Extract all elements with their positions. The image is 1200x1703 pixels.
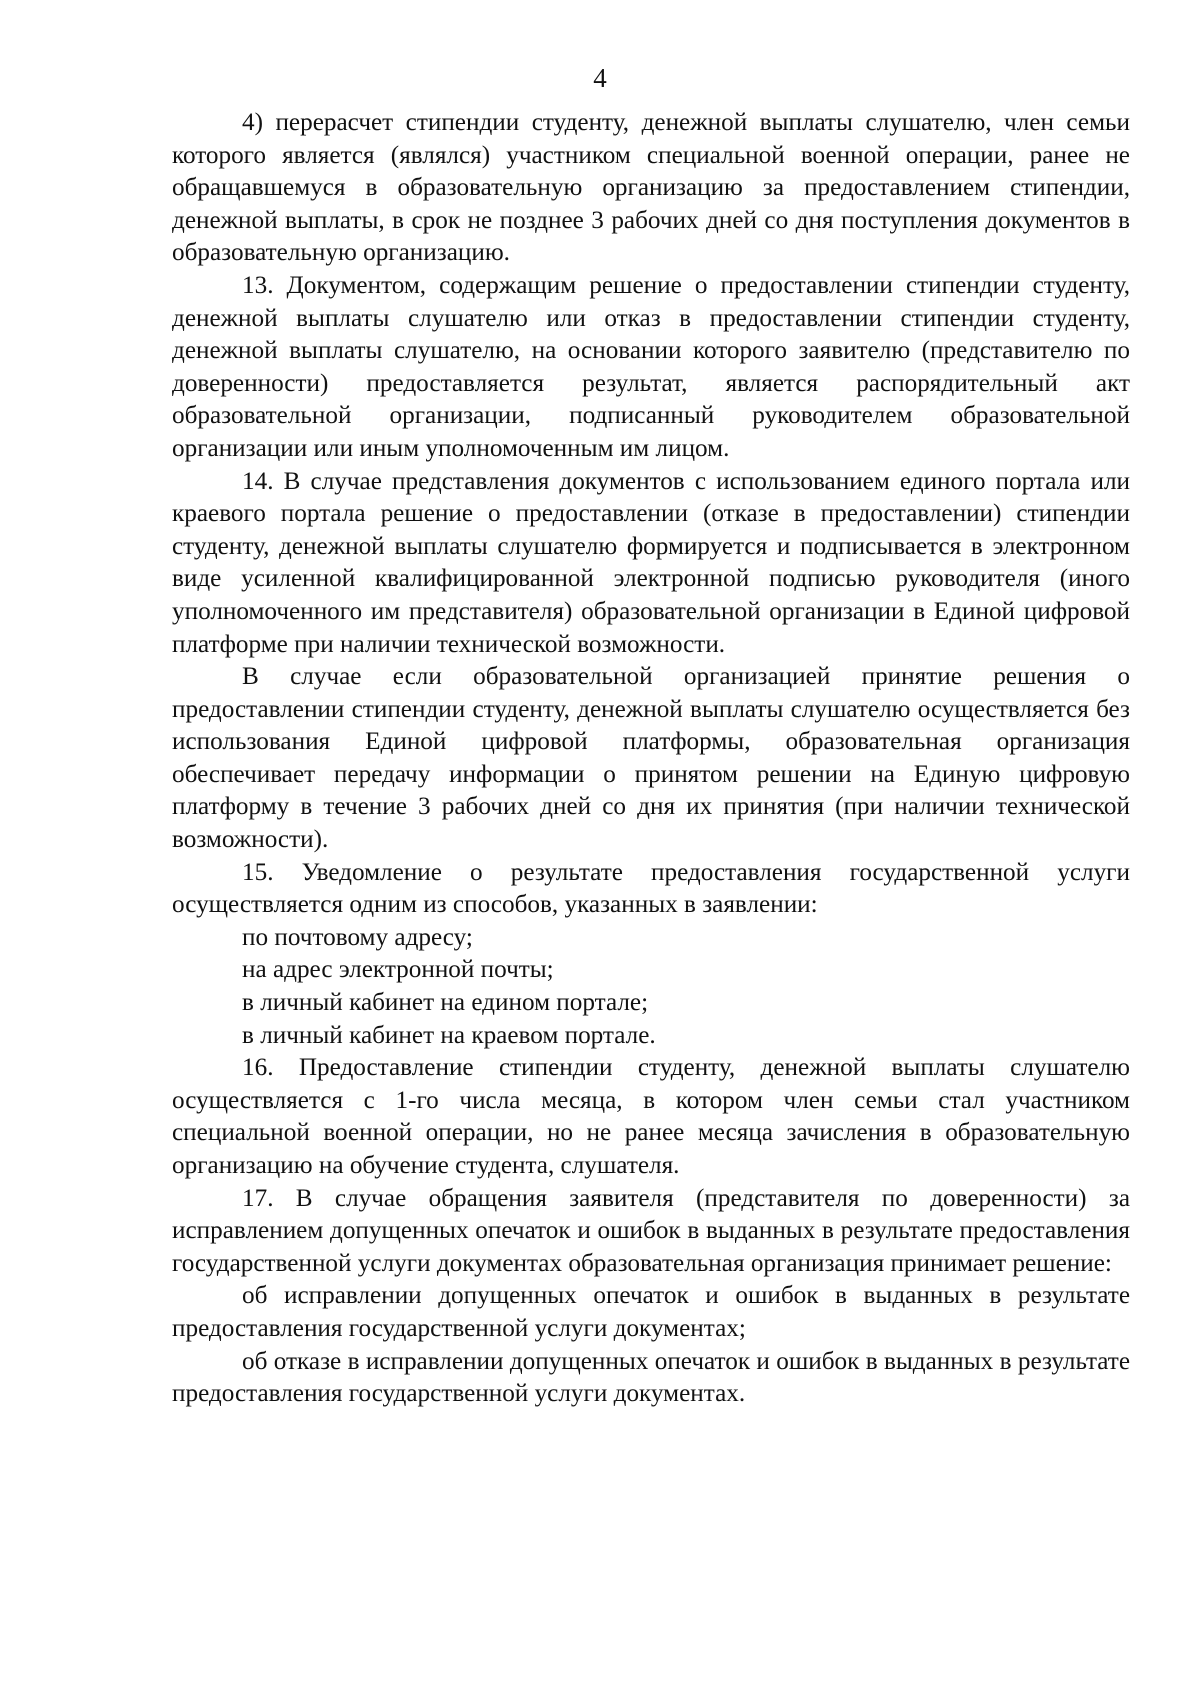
paragraph-15-notification: 15. Уведомление о результате предоставления государственной услуги осуществляется одним из способов, указанных в заявлении: xyxy=(172,858,1130,919)
notification-method-postal: по почтовому адресу; xyxy=(242,923,473,951)
paragraph-17-correction-approved: об исправлении допущенных опечаток и ошибок в выданных в результате предоставления государственной услуги документах; xyxy=(172,1282,1130,1342)
paragraph-14-without-platform: В случае если образовательной организацией принятие решения о предоставлении стипендии студенту, денежной выплаты слушателю осуществляется без использования Единой цифровой платформы, образовательная организация обеспечивает передачу информации о принятом решении на Единую цифровую платформу в течение 3 рабочих дней со дня их принятия (при наличии технической возможности). xyxy=(172,663,1130,854)
paragraph-17-corrections: 17. В случае обращения заявителя (представителя по доверенности) за исправлением допущенных опечаток и ошибок в выданных в результате предоставления государственной услуги документах образовательная организация принимает решение: xyxy=(172,1184,1130,1277)
paragraph-17-correction-refused: об отказе в исправлении допущенных опечаток и ошибок в выданных в результате предоставления государственной услуги документах. xyxy=(172,1347,1130,1408)
notification-method-unified-portal: в личный кабинет на едином портале; xyxy=(242,989,649,1017)
document-body xyxy=(172,107,1130,1411)
paragraph-14-electronic-decision: 14. В случае представления документов с использованием единого портала или краевого портала решение о предоставлении (отказе в предоставлении) стипендии студенту, денежной выплаты слушателю формируется и подписывается в электронном виде усиленной квалифицированной электронной подписью руководителя (иного уполномоченного им представителя) образовательной организации в Единой цифровой платформе при наличии технической возможности. xyxy=(172,467,1130,658)
notification-method-regional-portal: в личный кабинет на краевом портале. xyxy=(242,1021,656,1049)
paragraph-16-provision-start: 16. Предоставление стипендии студенту, денежной выплаты слушателю осуществляется с 1-го числа месяца, в котором член семьи стал участником специальной военной операции, но не ранее месяца зачисления в образовательную организацию на обучение студента, слушателя. xyxy=(172,1054,1130,1179)
paragraph-item-4-recalculation: 4) перерасчет стипендии студенту, денежной выплаты слушателю, член семьи которого является (являлся) участником специальной военной операции, ранее не обращавшемуся в образовательную организацию за предоставлением стипендии, денежной выплаты, в срок не позднее 3 рабочих дней со дня поступления документов в образовательную организацию. xyxy=(172,109,1130,267)
paragraph-13-decision-document: 13. Документом, содержащим решение о предоставлении стипендии студенту, денежной выплаты слушателю или отказ в предоставлении стипендии студенту, денежной выплаты слушателю, на основании которого заявителю (представителю по доверенности) предоставляется результат, является распорядительный акт образовательной организации, подписанный руководителем образовательной организации или иным уполномоченным им лицом. xyxy=(172,271,1130,462)
page-number: 4 xyxy=(593,63,607,93)
notification-method-email: на адрес электронной почты; xyxy=(242,956,554,984)
